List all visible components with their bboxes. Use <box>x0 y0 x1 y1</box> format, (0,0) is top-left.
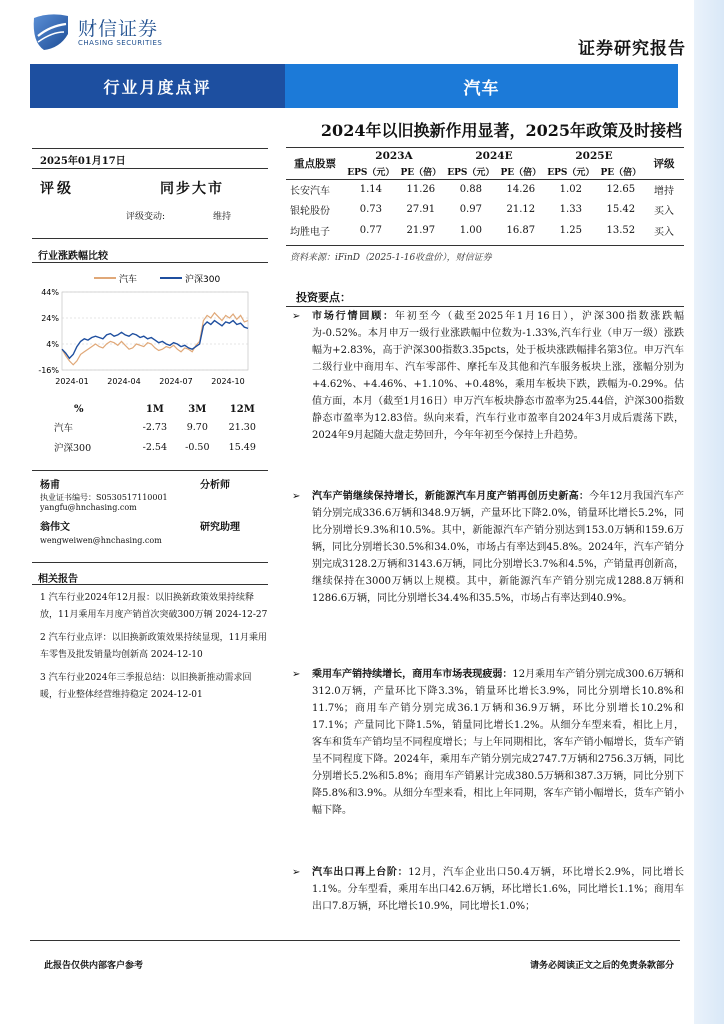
analyst-certificate: 执业证书编号：S0530517110001 <box>40 493 168 502</box>
related-report-link[interactable]: 3 汽车行业2024年三季报总结：以旧换新推动需求回暖，行业整体经营维持稳定 2024-12-01 <box>40 673 252 700</box>
col-header-rating: 评级 <box>644 148 684 179</box>
perf-cell: -0.50 <box>185 441 210 453</box>
footer-disclaimer-right: 请务必阅读正文之后的免责条款部分 <box>529 961 674 971</box>
header-banner <box>30 64 678 108</box>
chart-legend <box>94 273 220 285</box>
related-reports-list <box>40 590 268 710</box>
table-cell: 1.02 <box>559 184 582 195</box>
legend-label-auto: 汽车 <box>119 275 138 285</box>
perf-cell: 21.30 <box>228 421 256 433</box>
perf-col-header: 1M <box>145 404 164 415</box>
banner-report-category: 行业月度点评 <box>30 64 285 108</box>
col-header-year: 2025E <box>575 150 613 162</box>
chart-y-tick-label: 44% <box>41 288 59 297</box>
perf-cell: 汽车 <box>54 423 74 434</box>
key-stocks-table <box>286 148 684 241</box>
chart-y-ticks <box>38 288 59 375</box>
key-point-lead: 汽车出口再上台阶： <box>312 867 409 878</box>
related-report-link[interactable]: 2 汽车行业点评：以旧换新政策效果持续显现，11月乘用车零售及批发销量均创新高 2024-12-10 <box>40 633 268 660</box>
arrow-bullet-icon: ➢ <box>292 311 301 322</box>
arrow-bullet-icon: ➢ <box>292 867 301 878</box>
arrow-bullet-icon: ➢ <box>292 491 301 502</box>
table-row <box>34 437 266 457</box>
analyst-email: yangfu@hnchasing.com <box>40 503 137 512</box>
perf-col-header: 12M <box>229 404 255 415</box>
table-row <box>286 179 684 200</box>
table-cell: 1.00 <box>459 224 482 236</box>
perf-col-header: % <box>74 404 84 415</box>
table-cell: 21.97 <box>406 224 436 236</box>
chart-gridlines <box>62 292 248 370</box>
key-point <box>292 488 684 607</box>
perf-cell: 15.49 <box>228 441 256 453</box>
stock-name: 银轮股份 <box>290 206 330 218</box>
key-point-lead: 市场行情回顾： <box>312 311 395 322</box>
key-point-lead: 汽车产销继续保持增长，新能源汽车月度产销再创历史新高： <box>312 491 590 502</box>
table-cell: 1.25 <box>559 224 582 236</box>
table-cell: 12.65 <box>606 184 636 195</box>
divider <box>30 940 680 941</box>
key-point-body: 12月，汽车企业出口50.4万辆，环比增长2.9%，同比增长1.1%。分车型看，乘用车出口42.6万辆，环比增长1.6%，同比增长1.1%；商用车出口7.8万辆，环比增长10.9%，同比增长1.0%； <box>312 867 685 912</box>
chart-plot-frame <box>62 292 248 370</box>
report-type: 证券研究报告 <box>578 39 686 59</box>
table-row <box>286 220 684 241</box>
col-header-pe: PE（倍） <box>598 164 644 179</box>
key-point-body: 今年12月我国汽车产销分别完成336.6万辆和348.9万辆，产量环比下降2.0%，销量环比增长5.2%，同比分别增长9.3%和10.5%。其中，新能源汽车产销分别达到153.0万辆和159.6万辆，同比分别增长30.5%和34.0%，市场占有率达到45.8%。2024年，汽车产销分别完成3128.2万辆和3143.6万辆，同比分别增长3.7%和4.5%，产销量再创新高，继续保持在3000万辆以上规模。其中，新能源汽车产销分别完成1288.8万辆和1286.6万辆，同比分别增长34.4%和35.5%，市场占有率达到40.9%。 <box>312 491 684 604</box>
col-header-eps: EPS（元） <box>444 164 498 179</box>
key-point-body: 年初至今（截至2025年1月16日），沪深300指数涨跌幅为-0.52%。本月申万一级行业涨跌幅中位数为-1.33%,汽车行业（申万一级）涨跌幅为+2.83%，高于沪深300指数3.35pcts，处于板块涨跌幅排名第3位。申万汽车二级行业中商用车、汽车零部件、摩托车及其他和汽车服务板块上涨，涨幅分别为+4.62%、+4.46%、+1.10%、+0.48%，乘用车板块下跌，跌幅为-0.29%。估值方面，本月（截至1月16日）申万汽车板块静态市盈率为25.44倍，沪深300指数静态市盈率为12.83倍。纵向来看，汽车行业市盈率自2024年3月成后震荡下跌，2024年9月起随大盘走势回升，今年年初至今保持上升趋势。 <box>312 311 685 441</box>
decorative-side-stripe <box>694 0 724 1024</box>
perf-cell: -2.54 <box>142 441 168 453</box>
perf-col-header: 3M <box>188 404 207 415</box>
divider <box>32 262 268 263</box>
stock-rating: 买入 <box>654 226 674 238</box>
analyst-name: 杨甫 <box>40 480 60 491</box>
banner-industry: 汽车 <box>285 64 678 108</box>
performance-table-header <box>34 402 266 417</box>
rating-label: 评级 <box>40 181 74 197</box>
table-cell: 0.77 <box>359 224 382 236</box>
key-point <box>292 308 684 444</box>
chart-y-tick-label: -16% <box>38 366 59 375</box>
table-row <box>286 200 684 221</box>
col-header-year: 2024E <box>475 150 513 162</box>
table-row <box>34 417 266 437</box>
brand-name: 财信证券 <box>78 18 159 40</box>
brand-logo <box>30 12 190 52</box>
table-cell: 16.87 <box>506 224 536 236</box>
rating-change-value: 维持 <box>213 212 232 222</box>
chart-x-tick-label: 2024-01 <box>55 377 89 386</box>
rating-value: 同步大市 <box>160 181 224 197</box>
chart-x-tick-label: 2024-04 <box>107 377 141 386</box>
rating-change-label: 评级变动: <box>126 212 166 222</box>
key-point <box>292 864 684 915</box>
divider <box>32 562 268 563</box>
brand-english: CHASING SECURITIES <box>78 39 163 47</box>
table-cell: 27.91 <box>406 204 436 216</box>
perf-cell: -2.73 <box>142 421 168 433</box>
related-report-link[interactable]: 1 汽车行业2024年12月报：以旧换新政策效果持续释放，11月乘用车月度产销首次突破300万辆 2024-12-27 <box>40 593 268 620</box>
divider <box>32 148 268 149</box>
divider <box>286 306 684 307</box>
table-cell: 1.33 <box>559 204 582 216</box>
report-headline: 2024年以旧换新作用显著，2025年政策及时接档 <box>320 121 682 140</box>
chart-x-tick-label: 2024-10 <box>211 377 245 386</box>
stock-rating: 增持 <box>654 186 674 197</box>
table-cell: 0.97 <box>459 204 482 216</box>
table-cell: 13.52 <box>606 224 636 236</box>
footer-disclaimer-left: 此报告仅供内部客户参考 <box>44 961 144 971</box>
key-point-lead: 乘用车产销持续增长，商用车市场表现疲弱： <box>312 669 513 680</box>
col-header-pe: PE（倍） <box>498 164 544 179</box>
stock-name: 长安汽车 <box>290 186 330 197</box>
table-header-years <box>286 148 684 164</box>
table-source-note: 资料来源：iFinD（2025-1-16收盘价），财信证券 <box>290 253 492 263</box>
table-cell: 15.42 <box>606 204 636 216</box>
col-header-eps: EPS（元） <box>544 164 598 179</box>
chart-x-ticks <box>55 377 244 386</box>
chart-y-tick-label: 24% <box>41 314 59 323</box>
table-cell: 14.26 <box>506 184 536 195</box>
performance-table <box>34 402 266 457</box>
key-points-title: 投资要点： <box>296 291 351 304</box>
divider <box>32 168 268 169</box>
analyst-name: 翁伟文 <box>40 522 70 533</box>
table-cell: 11.26 <box>406 184 436 195</box>
table-cell: 21.12 <box>506 204 536 216</box>
chart-series-line-csi300 <box>62 321 248 359</box>
table-header-metrics <box>286 164 684 179</box>
divider <box>32 238 268 239</box>
chasing-logo-icon <box>30 12 72 52</box>
chart-series-group <box>62 313 248 365</box>
performance-line-chart <box>34 264 268 394</box>
table-cell: 1.14 <box>359 184 382 195</box>
perf-cell: 沪深300 <box>54 443 92 454</box>
performance-section-title: 行业涨跌幅比较 <box>38 251 108 262</box>
publish-date: 2025年01月17日 <box>40 156 126 167</box>
key-point-body: 12月乘用车产销分别完成300.6万辆和312.0万辆，产量环比下降3.3%，销量环比增长3.9%，同比分别增长10.8%和11.7%；商用车产销分别完成36.1万辆和36.9万辆，环比分别增长10.2%和17.1%；产量同比下降1.5%，销量同比增长1.2%。从细分车型来看，相比上月，客车和货车产销均呈不同程度增长；与上年同期相比，客车产销小幅增长，货车产销呈不同程度下降。2024年，乘用车产销分别完成2747.7万辆和2756.3万辆，同比分别增长5.2%和5.8%；商用车产销累计完成380.5万辆和387.3万辆，同比分别下降5.8%和3.9%。从细分车型来看，相比上年同期，客车产销小幅增长，货车产销小幅下降。 <box>312 669 685 816</box>
chart-y-tick-label: 4% <box>46 340 59 349</box>
chart-x-tick-label: 2024-07 <box>159 377 193 386</box>
analyst-title: 研究助理 <box>200 522 240 533</box>
divider <box>32 470 268 471</box>
table-cell: 0.88 <box>459 184 482 195</box>
analyst-title: 分析师 <box>200 480 230 491</box>
col-header-pe: PE（倍） <box>398 164 444 179</box>
col-header-stock: 重点股票 <box>286 148 344 179</box>
col-header-eps: EPS（元） <box>344 164 398 179</box>
analyst-email: wengweiwen@hnchasing.com <box>40 536 162 545</box>
related-reports-title: 相关报告 <box>38 574 78 585</box>
divider <box>286 245 684 246</box>
table-cell: 0.73 <box>359 204 382 216</box>
perf-cell: 9.70 <box>186 421 208 433</box>
stock-rating: 买入 <box>654 206 674 218</box>
col-header-year: 2023A <box>375 150 413 162</box>
divider <box>32 584 268 585</box>
stock-name: 均胜电子 <box>290 226 330 238</box>
legend-label-csi300: 沪深300 <box>185 275 221 285</box>
arrow-bullet-icon: ➢ <box>292 669 301 680</box>
key-point <box>292 666 684 819</box>
